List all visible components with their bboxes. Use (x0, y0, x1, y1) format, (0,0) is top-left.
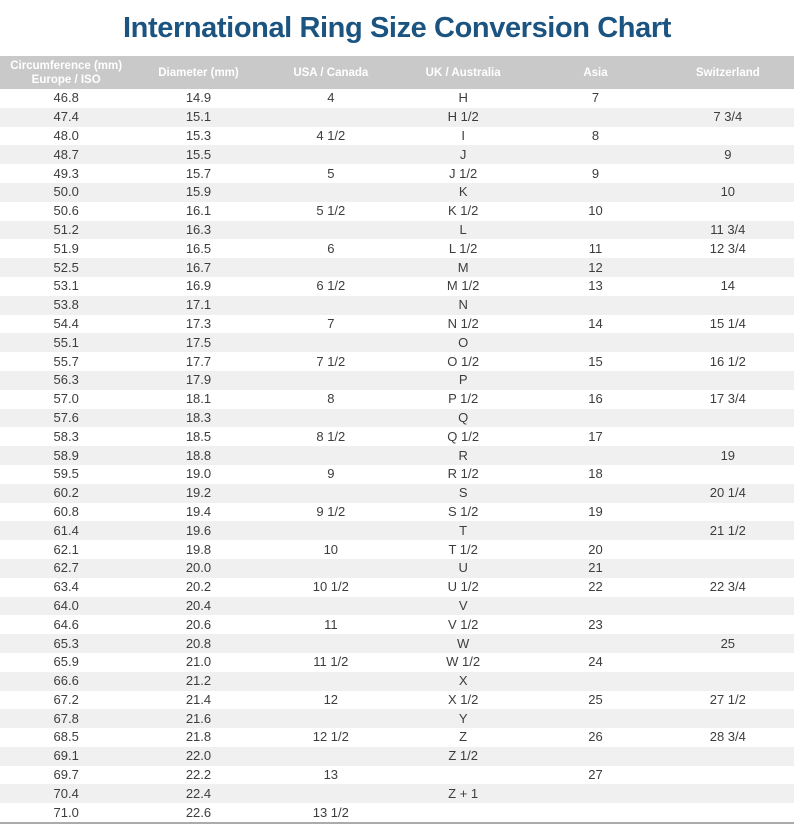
table-cell: 19 (720, 447, 736, 463)
table-cell: 70.4 (53, 785, 79, 801)
table-cell: 16 1/2 (709, 353, 746, 369)
table-cell: 50.6 (53, 203, 79, 219)
table-cell: 11 (324, 616, 338, 632)
table-cell: 68.5 (53, 729, 79, 745)
table-cell: 15 1/4 (709, 315, 746, 331)
table-row (0, 503, 794, 522)
table-row (0, 333, 794, 352)
table-cell: 20.6 (185, 616, 212, 632)
table-cell (662, 559, 794, 578)
table-cell (265, 484, 397, 503)
header-cell-switzerland (662, 56, 794, 89)
table-row (0, 108, 794, 127)
table-cell (662, 465, 794, 484)
table-cell (662, 202, 794, 221)
table-cell: R 1/2 (447, 466, 479, 482)
table-row (0, 371, 794, 390)
table-cell: V (458, 597, 468, 613)
table-cell: 49.3 (53, 165, 79, 181)
table-row (0, 239, 794, 258)
table-cell: 16.1 (185, 203, 212, 219)
table-cell: 10 1/2 (312, 579, 349, 595)
table-cell: 19.4 (185, 503, 212, 519)
table-cell: 14.9 (185, 90, 212, 106)
table-cell: 19.0 (185, 466, 212, 482)
table-cell: 15 (588, 353, 603, 369)
table-cell: Z 1/2 (448, 748, 478, 764)
table-cell (662, 709, 794, 728)
table-cell: 20 1/4 (709, 485, 746, 501)
table-cell: 22.0 (185, 748, 212, 764)
table-cell: 48.7 (53, 146, 79, 162)
table-row (0, 728, 794, 747)
table-cell (662, 89, 794, 108)
table-cell: 13 (588, 278, 603, 294)
table-row (0, 183, 794, 202)
table-cell (529, 484, 661, 503)
table-cell: 13 (323, 767, 339, 783)
table-cell: 19.8 (185, 541, 212, 557)
table-cell: 16 (588, 391, 603, 407)
table-cell: 57.6 (53, 409, 79, 425)
table-cell: 10 (323, 541, 339, 557)
table-cell (662, 766, 794, 785)
table-header-row (0, 56, 794, 89)
table-cell (529, 296, 661, 315)
table-cell: 5 1/2 (316, 203, 346, 219)
table-cell: 12 1/2 (312, 729, 349, 745)
table-cell: 50.0 (53, 184, 79, 200)
table-cell (662, 164, 794, 183)
table-cell: 10 (588, 203, 603, 219)
table-cell (397, 766, 529, 785)
table-cell: 6 1/2 (316, 278, 346, 294)
table-cell (265, 333, 397, 352)
table-cell: O (458, 334, 469, 350)
table-cell: 24 (588, 654, 603, 670)
table-cell: 69.1 (53, 748, 79, 764)
table-cell: 4 (327, 90, 335, 106)
table-row (0, 277, 794, 296)
table-cell (662, 540, 794, 559)
table-cell (529, 371, 661, 390)
header-cell-usa-canada (265, 56, 397, 89)
table-cell: 18.8 (185, 447, 212, 463)
table-cell (265, 446, 397, 465)
header-sublabel: Europe / ISO (31, 73, 101, 86)
table-cell: 67.2 (53, 691, 79, 707)
table-cell: 65.9 (53, 654, 79, 670)
table-cell: 53.1 (53, 278, 79, 294)
table-cell (265, 559, 397, 578)
table-cell (529, 521, 661, 540)
table-cell: W (457, 635, 470, 651)
table-cell (529, 803, 661, 823)
table-cell (265, 108, 397, 127)
table-cell (265, 221, 397, 240)
table-cell: L (459, 221, 467, 237)
table-row (0, 465, 794, 484)
table-cell: 58.3 (53, 428, 79, 444)
table-cell: 17.9 (185, 372, 212, 388)
table-cell: 15.1 (185, 109, 212, 125)
table-cell: 15.9 (185, 184, 212, 200)
table-cell (265, 371, 397, 390)
table-cell: 7 (591, 90, 600, 106)
table-cell (662, 597, 794, 616)
table-row (0, 615, 794, 634)
table-cell (529, 108, 661, 127)
table-cell: 71.0 (53, 804, 79, 820)
table-cell: 26 (588, 729, 603, 745)
table-cell: 9 (724, 146, 732, 162)
table-cell: W 1/2 (446, 654, 481, 670)
table-cell: 19.2 (185, 485, 212, 501)
table-cell: 20.4 (185, 597, 212, 613)
table-cell (529, 634, 661, 653)
table-cell: 11 (588, 240, 603, 256)
header-label: Switzerland (695, 66, 760, 79)
table-cell: 16.7 (185, 259, 212, 275)
table-cell (529, 672, 661, 691)
table-cell: Q (458, 409, 469, 425)
table-cell (265, 521, 397, 540)
header-cell-diameter (132, 56, 264, 89)
table-row (0, 634, 794, 653)
header-label: USA / Canada (293, 66, 369, 79)
table-cell (662, 747, 794, 766)
table-row (0, 446, 794, 465)
table-cell: K 1/2 (447, 203, 479, 219)
table-cell: 22 3/4 (709, 579, 746, 595)
table-cell (265, 634, 397, 653)
table-cell: 10 (720, 184, 736, 200)
table-cell: O 1/2 (447, 353, 480, 369)
table-cell: 14 (588, 315, 603, 331)
table-cell (529, 221, 661, 240)
table-row (0, 89, 794, 108)
table-cell: T (459, 522, 468, 538)
table-cell (529, 597, 661, 616)
table-cell: R (458, 447, 468, 463)
table-cell (662, 503, 794, 522)
table-cell: 22.2 (185, 767, 212, 783)
table-cell: 54.4 (53, 315, 79, 331)
table-cell: U (458, 560, 468, 576)
table-cell: Y (458, 710, 468, 726)
table-cell: 61.4 (53, 522, 79, 538)
table-cell: 18.1 (185, 391, 212, 407)
table-cell: 27 1/2 (709, 691, 746, 707)
table-cell: S 1/2 (447, 503, 479, 519)
table-cell: 18 (588, 466, 603, 482)
table-cell: 12 (588, 259, 603, 275)
table-cell: 18.3 (185, 409, 212, 425)
table-cell (397, 803, 529, 823)
table-cell: 22.6 (185, 804, 212, 820)
table-row (0, 597, 794, 616)
table-cell: 14 (720, 278, 736, 294)
table-cell: 15.7 (185, 165, 212, 181)
table-cell: 20.0 (185, 560, 212, 576)
table-cell: 4 1/2 (316, 127, 346, 143)
table-row (0, 578, 794, 597)
table-cell: 25 (720, 635, 736, 651)
table-cell: 18.5 (185, 428, 212, 444)
table-cell: 17 (588, 428, 603, 444)
table-cell: 12 (323, 691, 339, 707)
table-cell (529, 333, 661, 352)
table-cell: 9 (327, 466, 335, 482)
table-row (0, 315, 794, 334)
table-cell: 17.7 (185, 353, 212, 369)
table-cell (662, 653, 794, 672)
table-cell (265, 672, 397, 691)
table-cell (265, 597, 397, 616)
table-cell: 17.5 (185, 334, 212, 350)
table-cell: 22 (588, 579, 603, 595)
table-row (0, 521, 794, 540)
table-row (0, 803, 794, 823)
table-cell: 5 (327, 165, 335, 181)
table-cell: 15.3 (185, 127, 212, 143)
table-cell: 69.7 (53, 767, 79, 783)
table-cell: 17 3/4 (709, 391, 746, 407)
table-cell: 51.9 (53, 240, 79, 256)
table-cell (662, 371, 794, 390)
table-cell: 6 (327, 240, 335, 256)
table-cell: 58.9 (53, 447, 79, 463)
table-cell (265, 296, 397, 315)
ring-size-table-body (0, 89, 794, 823)
table-row (0, 258, 794, 277)
table-cell: 17.1 (185, 297, 212, 313)
table-cell: U 1/2 (447, 579, 479, 595)
table-row (0, 127, 794, 146)
table-cell (662, 784, 794, 803)
table-cell: Q 1/2 (447, 428, 480, 444)
table-cell (529, 446, 661, 465)
table-cell: 67.8 (53, 710, 79, 726)
table-cell: 64.0 (53, 597, 79, 613)
table-cell: Z + 1 (448, 785, 479, 801)
table-cell: S (458, 485, 468, 501)
table-cell: 28 3/4 (709, 729, 746, 745)
table-row (0, 709, 794, 728)
table-cell (265, 409, 397, 428)
header-label: Diameter (mm) (158, 66, 239, 79)
table-cell: 17.3 (185, 315, 212, 331)
table-cell: P (458, 372, 468, 388)
table-cell: P 1/2 (448, 391, 479, 407)
table-cell: 64.6 (53, 616, 79, 632)
table-row (0, 164, 794, 183)
table-cell: 9 (591, 165, 600, 181)
table-cell: X 1/2 (447, 691, 479, 707)
table-cell: 20 (588, 541, 603, 557)
table-cell: 62.7 (53, 560, 79, 576)
table-cell: J (459, 146, 467, 162)
table-cell (265, 709, 397, 728)
table-cell: 21.8 (185, 729, 212, 745)
table-row (0, 653, 794, 672)
table-row (0, 145, 794, 164)
table-cell: 47.4 (53, 109, 79, 125)
table-cell: 7 (327, 315, 335, 331)
table-cell (662, 127, 794, 146)
ring-size-table (0, 56, 794, 824)
table-cell (265, 145, 397, 164)
table-cell: 21.2 (185, 673, 212, 689)
header-cell-uk-australia (397, 56, 529, 89)
table-cell: 21.6 (185, 710, 212, 726)
table-cell (265, 183, 397, 202)
table-cell (662, 615, 794, 634)
table-row (0, 747, 794, 766)
table-cell: 12 3/4 (709, 240, 746, 256)
table-cell: Z (459, 729, 468, 745)
table-cell: 19.6 (185, 522, 212, 538)
header-cell-circumference (0, 56, 132, 89)
header-cell-asia (529, 56, 661, 89)
table-cell (662, 672, 794, 691)
table-cell (662, 296, 794, 315)
table-cell: 55.1 (53, 334, 79, 350)
table-cell (662, 409, 794, 428)
table-cell: 8 (327, 391, 335, 407)
table-cell: 57.0 (53, 391, 79, 407)
table-cell: 13 1/2 (312, 804, 349, 820)
table-cell: 16.3 (185, 221, 212, 237)
table-cell: 53.8 (53, 297, 79, 313)
table-cell: 48.0 (53, 127, 79, 143)
table-cell (265, 784, 397, 803)
table-row (0, 390, 794, 409)
table-cell: 56.3 (53, 372, 79, 388)
table-cell: 52.5 (53, 259, 79, 275)
table-cell: N (458, 297, 468, 313)
table-row (0, 352, 794, 371)
table-cell: 23 (588, 616, 603, 632)
table-cell: 55.7 (53, 353, 79, 369)
table-cell: 62.1 (53, 541, 79, 557)
table-cell: 46.8 (53, 90, 79, 106)
table-cell: 60.2 (53, 485, 79, 501)
table-row (0, 296, 794, 315)
title-bar (0, 0, 794, 56)
table-cell: 21 1/2 (709, 522, 746, 538)
table-cell: 16.5 (185, 240, 212, 256)
table-cell: 11 1/2 (313, 654, 349, 670)
table-cell: V 1/2 (447, 616, 479, 632)
table-cell (529, 784, 661, 803)
table-cell (529, 747, 661, 766)
table-cell: 22.4 (185, 785, 212, 801)
table-row (0, 427, 794, 446)
table-row (0, 691, 794, 710)
table-cell: 60.8 (53, 503, 79, 519)
header-label: Asia (583, 66, 608, 79)
table-cell: 8 (591, 127, 600, 143)
table-cell: M (457, 259, 469, 275)
table-cell: I (461, 127, 465, 143)
table-cell: H (458, 90, 468, 106)
table-cell: 21.0 (185, 654, 212, 670)
table-cell: 20.2 (185, 579, 212, 595)
table-row (0, 202, 794, 221)
table-row (0, 540, 794, 559)
page-title: International Ring Size Conversion Chart (123, 11, 671, 44)
table-row (0, 672, 794, 691)
table-cell: 16.9 (185, 278, 212, 294)
table-cell: 7 3/4 (713, 109, 743, 125)
table-cell: 25 (588, 691, 603, 707)
table-row (0, 409, 794, 428)
table-cell (662, 258, 794, 277)
table-row (0, 766, 794, 785)
table-cell: K (458, 184, 468, 200)
table-cell (265, 747, 397, 766)
table-cell: 21 (588, 560, 603, 576)
table-cell (662, 427, 794, 446)
table-cell: 63.4 (53, 579, 79, 595)
table-row (0, 221, 794, 240)
table-cell: 65.3 (53, 635, 79, 651)
table-cell: 66.6 (53, 673, 79, 689)
table-cell: 21.4 (185, 691, 212, 707)
table-row (0, 484, 794, 503)
table-cell: L 1/2 (448, 240, 478, 256)
header-label: Circumference (mm) (10, 59, 123, 72)
table-cell: 19 (588, 503, 603, 519)
table-cell (662, 803, 794, 823)
table-cell: J 1/2 (449, 165, 478, 181)
table-cell (529, 183, 661, 202)
table-cell (529, 145, 661, 164)
table-row (0, 559, 794, 578)
table-cell (662, 333, 794, 352)
table-cell: 11 3/4 (710, 221, 746, 237)
table-cell (529, 709, 661, 728)
table-cell: 20.8 (185, 635, 212, 651)
table-cell: 27 (588, 767, 603, 783)
table-cell (265, 258, 397, 277)
table-row (0, 784, 794, 803)
table-cell: 59.5 (53, 466, 79, 482)
table-cell: N 1/2 (447, 315, 479, 331)
table-cell: T 1/2 (448, 541, 478, 557)
table-cell: H 1/2 (447, 109, 479, 125)
table-cell: 51.2 (53, 221, 79, 237)
table-cell: 9 1/2 (316, 503, 346, 519)
header-label: UK / Australia (425, 66, 501, 79)
table-cell: 15.5 (185, 146, 212, 162)
table-cell: X (458, 673, 468, 689)
table-cell: M 1/2 (446, 278, 480, 294)
table-cell: 7 1/2 (316, 353, 346, 369)
table-cell (529, 409, 661, 428)
table-cell: 8 1/2 (316, 428, 346, 444)
